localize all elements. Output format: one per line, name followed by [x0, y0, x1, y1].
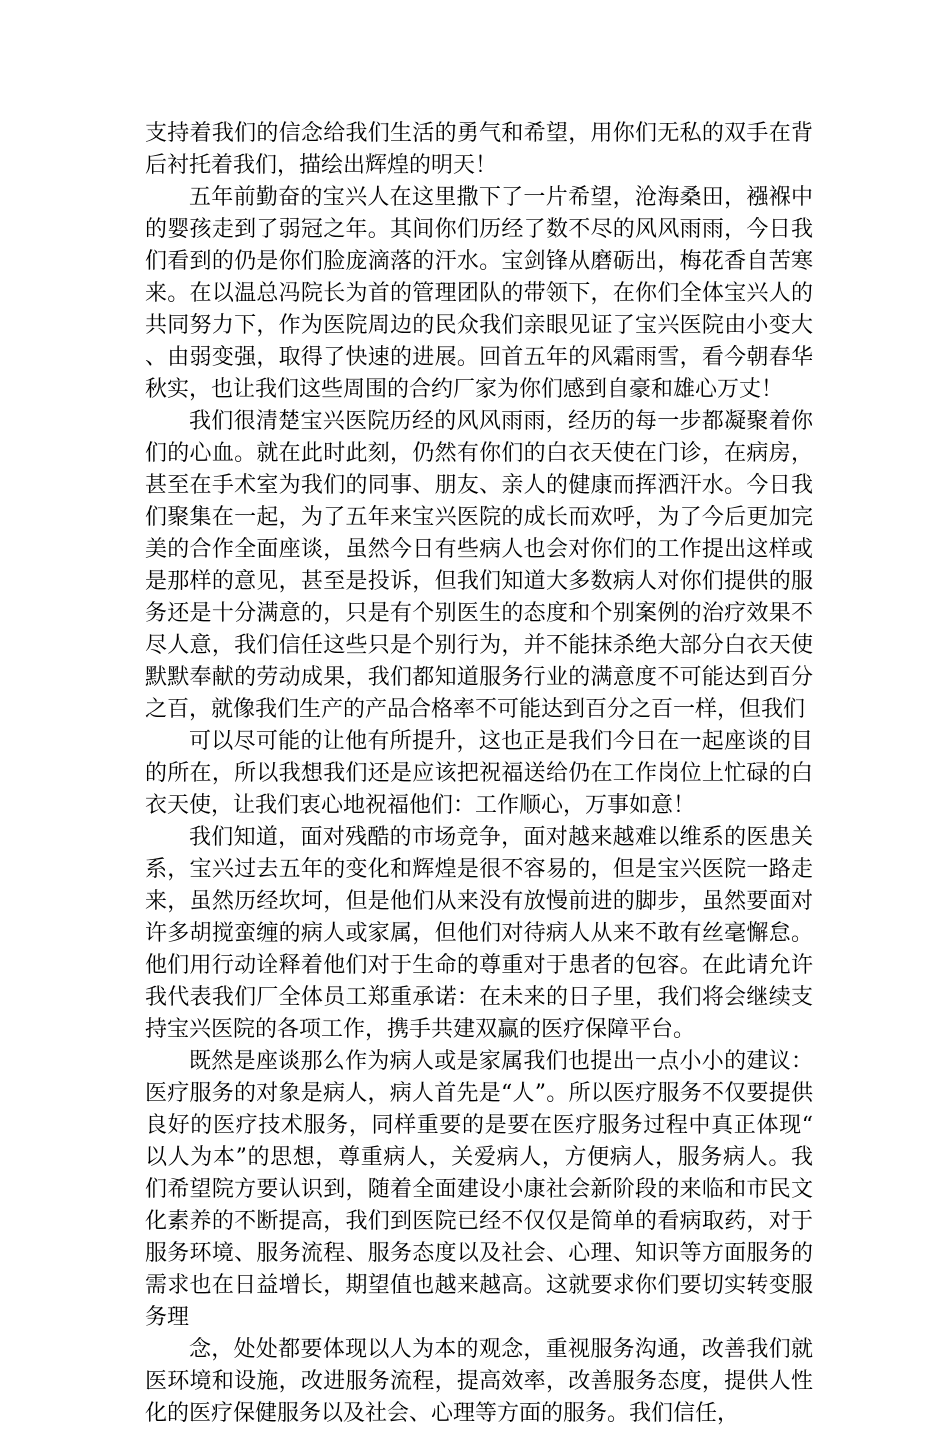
paragraph-7: 念，处处都要体现以人为本的观念，重视服务沟通，改善我们就医环境和设施，改进服务流程，提高效率，改善服务态度，提供人性化的医疗保健服务以及社会、心理等方面的服务。我们信任， [145, 1337, 813, 1426]
paragraph-1: 支持着我们的信念给我们生活的勇气和希望，用你们无私的双手在背后衬托着我们，描绘出辉煌的明天！ [145, 121, 813, 178]
document-body [145, 118, 813, 1430]
paragraph-3: 我们很清楚宝兴医院历经的风风雨雨，经历的每一步都凝聚着你们的心血。就在此时此刻，仍然有你们的白衣天使在门诊，在病房，甚至在手术室为我们的同事、朋友、亲人的健康而挥洒汗水。今日我们聚集在一起，为了五年来宝兴医院的成长而欢呼，为了今后更加完美的合作全面座谈，虽然今日有些病人也会对你们的工作提出这样或是那样的意见，甚至是投诉，但我们知道大多数病人对你们提供的服务还是十分满意的，只是有个别医生的态度和个别案例的治疗效果不尽人意，我们信任这些只是个别行为，并不能抹杀绝大部分白衣天使默默奉献的劳动成果，我们都知道服务行业的满意度不可能达到百分之百，就像我们生产的产品合格率不可能达到百分之百一样，但我们 [145, 409, 813, 722]
paragraph-4: 可以尽可能的让他有所提升，这也正是我们今日在一起座谈的目的所在，所以我想我们还是应该把祝福送给仍在工作岗位上忙碌的白衣天使，让我们衷心地祝福他们：工作顺心，万事如意！ [145, 729, 813, 818]
paragraph-6: 既然是座谈那么作为病人或是家属我们也提出一点小小的建议：医疗服务的对象是病人，病人首先是“人”。所以医疗服务不仅要提供良好的医疗技术服务，同样重要的是要在医疗服务过程中真正体现“以人为本”的思想，尊重病人，关爱病人，方便病人，服务病人。我们希望院方要认识到，随着全面建设小康社会新阶段的来临和市民文化素养的不断提高，我们到医院已经不仅仅是简单的看病取药，对于服务环境、服务流程、服务态度以及社会、心理、知识等方面服务的需求也在日益增长，期望值也越来越高。这就要求你们要切实转变服务理 [145, 1049, 813, 1330]
paragraph-5: 我们知道，面对残酷的市场竞争，面对越来越难以维系的医患关系，宝兴过去五年的变化和辉煌是很不容易的，但是宝兴医院一路走来，虽然历经坎坷，但是他们从来没有放慢前进的脚步，虽然要面对许多胡搅蛮缠的病人或家属，但他们对待病人从来不敢有丝毫懈怠。他们用行动诠释着他们对于生命的尊重对于患者的包容。在此请允许我代表我们厂全体员工郑重承诺：在未来的日子里，我们将会继续支持宝兴医院的各项工作，携手共建双赢的医疗保障平台。 [145, 825, 813, 1042]
paragraph-2: 五年前勤奋的宝兴人在这里撒下了一片希望，沧海桑田，襁褓中的婴孩走到了弱冠之年。其间你们历经了数不尽的风风雨雨，今日我们看到的仍是你们脸庞滴落的汗水。宝剑锋从磨砺出，梅花香自苦寒来。在以温总冯院长为首的管理团队的带领下，在你们全体宝兴人的共同努力下，作为医院周边的民众我们亲眼见证了宝兴医院由小变大、由弱变强，取得了快速的进展。回首五年的风霜雨雪，看今朝春华秋实，也让我们这些周围的合约厂家为你们感到自豪和雄心万丈！ [145, 185, 813, 402]
